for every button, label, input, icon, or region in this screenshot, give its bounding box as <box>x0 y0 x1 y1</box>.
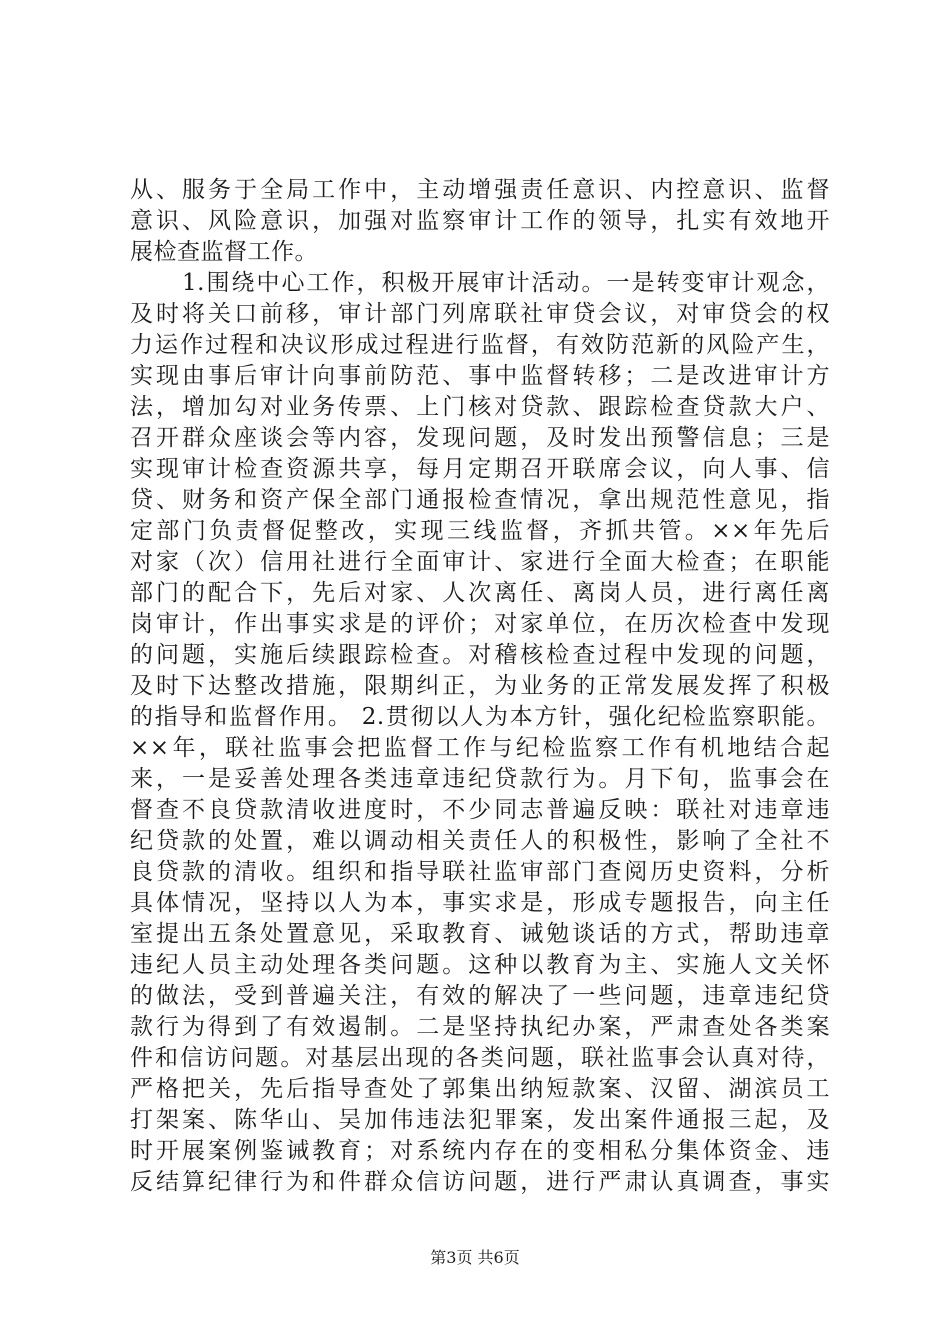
text-line: 反结算纪律行为和件群众信访问题，进行严肃认真调查，事实 <box>130 1169 830 1195</box>
text-line: 法，增加勾对业务传票、上门核对贷款、跟踪检查贷款大户、 <box>130 394 830 420</box>
text-line: 及时将关口前移，审计部门列席联社审贷会议，对审贷会的权 <box>130 301 830 327</box>
text-line: 的问题，实施后续跟踪检查。对稽核检查过程中发现的问题， <box>130 642 830 668</box>
text-line: 岗审计，作出事实求是的评价；对家单位，在历次检查中发现 <box>130 611 830 637</box>
text-line: 纪贷款的处置，难以调动相关责任人的积极性，影响了全社不 <box>130 828 830 854</box>
text-line: 从、服务于全局工作中，主动增强责任意识、内控意识、监督 <box>130 177 830 203</box>
text-line: 室提出五条处置意见，采取教育、诫勉谈话的方式，帮助违章 <box>130 921 830 947</box>
text-line: 及时下达整改措施，限期纠正，为业务的正常发展发挥了积极 <box>130 673 830 699</box>
text-line: 具体情况，坚持以人为本，事实求是，形成专题报告，向主任 <box>130 890 830 916</box>
text-line: 督查不良贷款清收进度时，不少同志普遍反映：联社对违章违 <box>130 797 830 823</box>
page-number-footer: 第3页 共6页 <box>430 1248 520 1267</box>
text-line: 部门的配合下，先后对家、人次离任、离岗人员，进行离任离 <box>130 580 830 606</box>
text-line: 违纪人员主动处理各类问题。这种以教育为主、实施人文关怀 <box>130 952 830 978</box>
body-text <box>130 175 830 1198</box>
text-line: 召开群众座谈会等内容，发现问题，及时发出预警信息；三是 <box>130 425 830 451</box>
text-line: 打架案、陈华山、吴加伟违法犯罪案，发出案件通报三起，及 <box>130 1107 830 1133</box>
text-line: 展检查监督工作。 <box>130 239 318 265</box>
text-line: ××年，联社监事会把监督工作与纪检监察工作有机地结合起 <box>130 735 830 761</box>
text-line: 力运作过程和决议形成过程进行监督，有效防范新的风险产生， <box>130 332 830 358</box>
paragraph-start-line: 1.围绕中心工作，积极开展审计活动。一是转变审计观念， <box>182 270 830 296</box>
text-line: 实现审计检查资源共享，每月定期召开联席会议，向人事、信 <box>130 456 830 482</box>
text-line: 实现由事后审计向事前防范、事中监督转移；二是改进审计方 <box>130 363 830 389</box>
text-line: 来，一是妥善处理各类违章违纪贷款行为。月下旬，监事会在 <box>130 766 830 792</box>
text-line: 良贷款的清收。组织和指导联社监审部门查阅历史资料，分析 <box>130 859 830 885</box>
text-line: 严格把关，先后指导查处了郭集出纳短款案、汉留、湖滨员工 <box>130 1076 830 1102</box>
text-line: 意识、风险意识，加强对监察审计工作的领导，扎实有效地开 <box>130 208 830 234</box>
text-line: 贷、财务和资产保全部门通报检查情况，拿出规范性意见，指 <box>130 487 830 513</box>
text-line: 的指导和监督作用。 2.贯彻以人为本方针，强化纪检监察职能。 <box>130 704 830 730</box>
text-line: 对家（次）信用社进行全面审计、家进行全面大检查；在职能 <box>130 549 830 575</box>
text-line: 定部门负责督促整改，实现三线监督，齐抓共管。××年先后 <box>130 518 830 544</box>
text-line: 件和信访问题。对基层出现的各类问题，联社监事会认真对待， <box>130 1045 830 1071</box>
text-line: 时开展案例鉴诫教育；对系统内存在的变相私分集体资金、违 <box>130 1138 830 1164</box>
text-line: 的做法，受到普遍关注，有效的解决了一些问题，违章违纪贷 <box>130 983 830 1009</box>
text-line: 款行为得到了有效遏制。二是坚持执纪办案，严肃查处各类案 <box>130 1014 830 1040</box>
